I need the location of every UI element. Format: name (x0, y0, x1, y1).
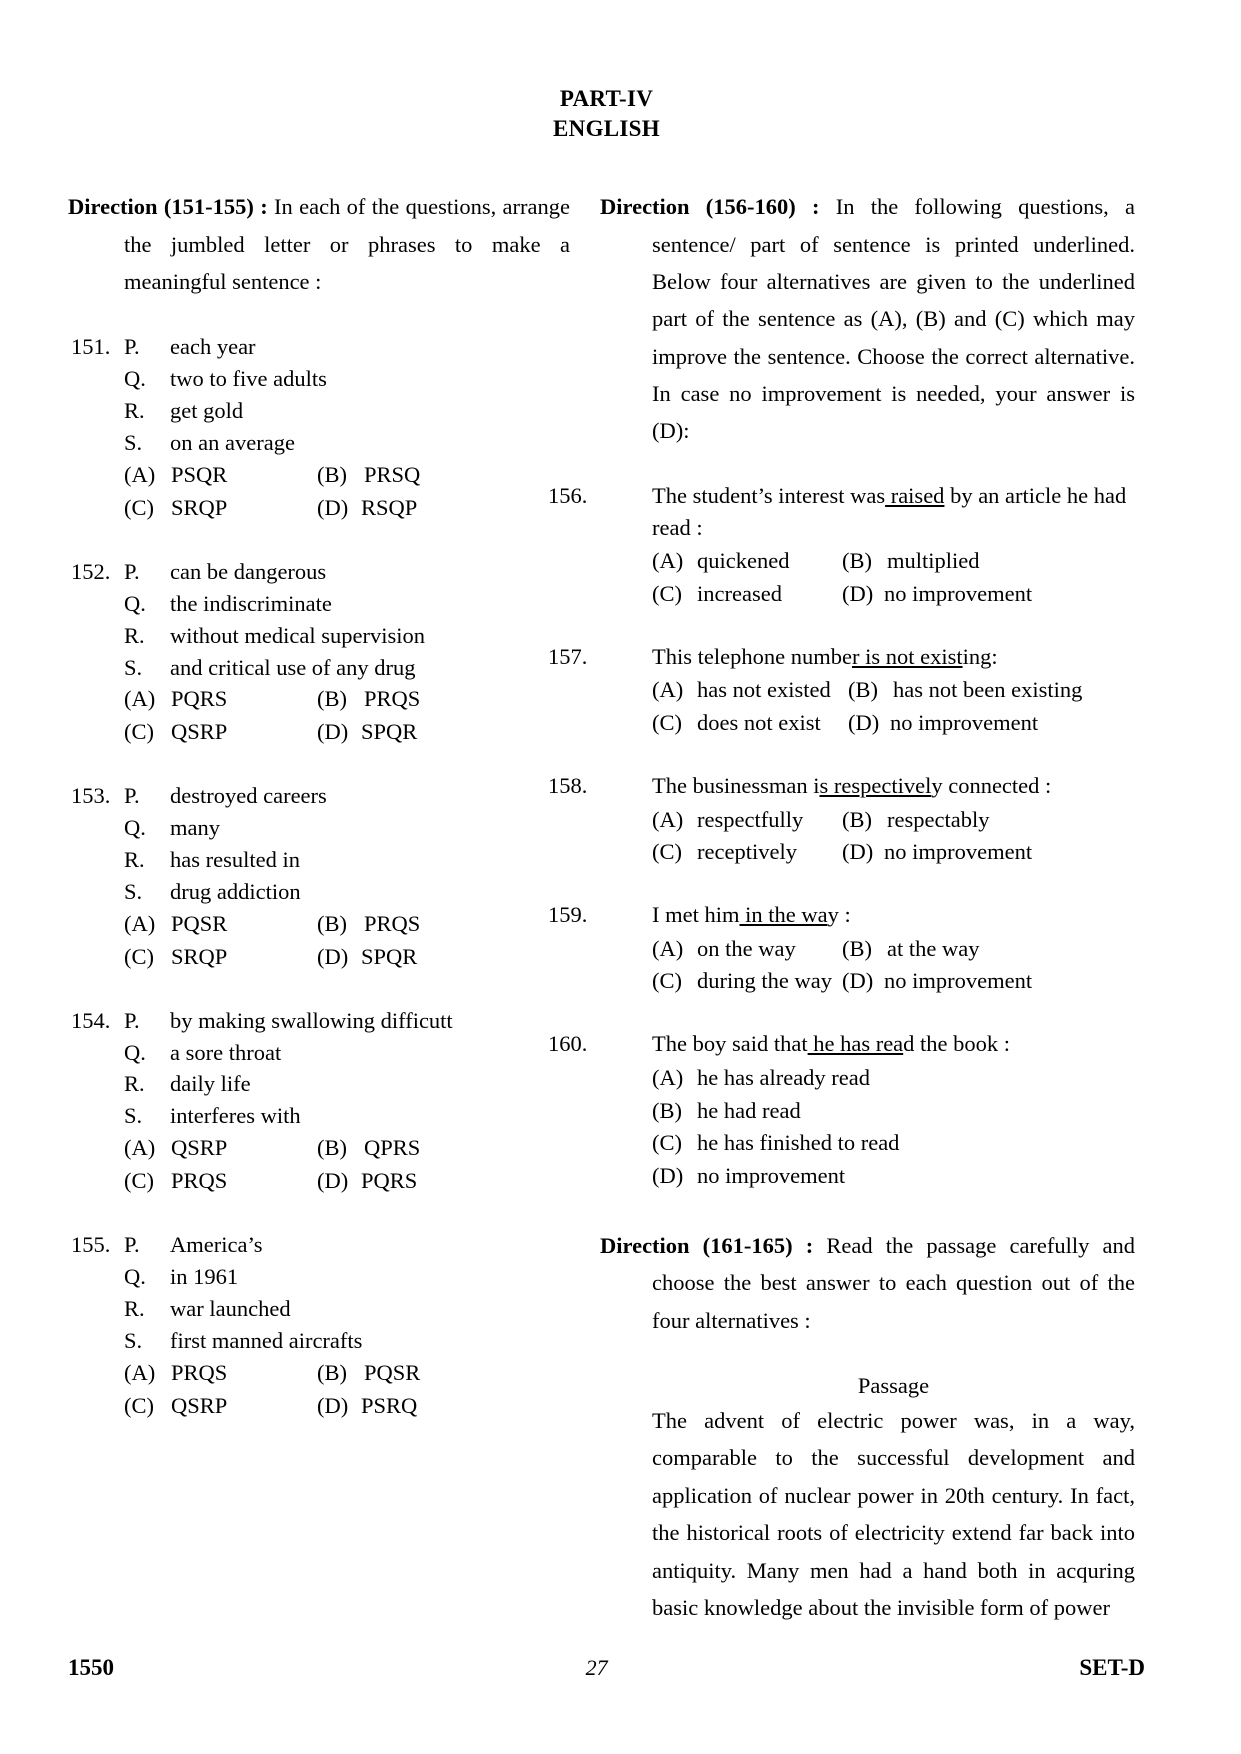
answer-option[interactable] (652, 674, 848, 707)
part-letter: Q. (124, 366, 146, 392)
jumble-part-row (68, 427, 570, 459)
question-number: 151. (71, 334, 111, 360)
answer-option[interactable] (652, 804, 842, 837)
jumble-part-row (68, 1229, 570, 1261)
passage-title: Passage (857, 1373, 930, 1399)
question-number: 159. (548, 902, 588, 928)
option-label: (D) (842, 839, 874, 865)
part-letter: P. (124, 1232, 140, 1257)
answer-option[interactable] (124, 1132, 317, 1165)
part-text: has resulted in (170, 847, 300, 872)
stem-underlined: r is not exist (851, 644, 963, 670)
question-stem (548, 480, 1135, 545)
question-stem (548, 1028, 1135, 1060)
option-label: (B) (317, 910, 347, 936)
option-label: (D) (317, 1168, 349, 1194)
option-label: (A) (124, 462, 156, 487)
part-letter: P. (124, 334, 140, 360)
option-label: (C) (124, 719, 154, 745)
option-label: (D) (842, 968, 874, 994)
part-letter: P. (124, 783, 140, 809)
part-text: many (170, 815, 220, 841)
option-value: QSRP (171, 719, 228, 745)
part-text: the indiscriminate (170, 590, 332, 616)
part-letter: P. (124, 1007, 140, 1033)
stem-after: ing: (962, 644, 998, 670)
jumble-part-row (68, 1005, 570, 1037)
improvement-question (548, 770, 1135, 869)
option-row (600, 707, 1135, 740)
option-label: (B) (842, 806, 872, 832)
answer-option[interactable] (317, 1165, 417, 1198)
stem-before: The boy said that (652, 1031, 808, 1057)
answer-option[interactable] (842, 965, 1032, 998)
direction-161-165-label: Direction (161-165) : (600, 1233, 814, 1259)
part-text: destroyed careers (170, 783, 327, 809)
jumble-part-row (68, 588, 570, 620)
answer-option[interactable] (652, 545, 842, 578)
option-label: (A) (124, 686, 156, 712)
option-value: respectably (887, 806, 990, 832)
jumble-part-row (68, 331, 570, 363)
answer-option[interactable] (124, 1390, 317, 1423)
option-label: (D) (317, 719, 349, 745)
part-letter: P. (124, 558, 140, 584)
part-letter: Q. (124, 590, 146, 616)
question-stem (548, 770, 1135, 802)
answer-option[interactable] (124, 1357, 317, 1390)
part-letter: R. (124, 847, 145, 872)
option-label: (C) (124, 494, 154, 520)
answer-option[interactable] (124, 459, 317, 492)
subject-title: ENGLISH (553, 116, 660, 142)
answer-option[interactable] (842, 545, 980, 578)
jumble-question (68, 780, 570, 973)
option-label: (B) (842, 548, 872, 574)
answer-option[interactable] (124, 683, 317, 716)
part-letter: R. (124, 398, 145, 424)
answer-option[interactable] (317, 908, 420, 941)
option-value: he has finished to read (697, 1130, 900, 1156)
option-label: (B) (317, 1135, 347, 1161)
question-number: 152. (71, 558, 111, 584)
page-heading (68, 84, 1145, 145)
option-value: multiplied (887, 548, 980, 574)
answer-option[interactable] (652, 1095, 1135, 1128)
option-value: no improvement (884, 968, 1033, 994)
option-group (600, 804, 1135, 870)
jumble-part-row (68, 1037, 570, 1069)
option-label: (D) (842, 581, 874, 607)
option-group (600, 674, 1135, 740)
option-value: PRQS (171, 1359, 228, 1385)
answer-option[interactable] (124, 716, 317, 749)
option-value: on the way (697, 935, 796, 961)
part-text: two to five adults (170, 366, 327, 392)
answer-option[interactable] (652, 965, 842, 998)
question-number: 160. (548, 1031, 588, 1057)
question-stem (548, 899, 1135, 931)
jumble-part-row (68, 1293, 570, 1325)
answer-option[interactable] (842, 933, 979, 966)
option-label: (C) (652, 839, 682, 865)
stem-before: The businessman i (652, 773, 820, 799)
jumble-question (68, 1229, 570, 1422)
option-label: (C) (124, 943, 154, 969)
part-text: interferes with (170, 1103, 301, 1129)
option-value: he has already read (697, 1064, 871, 1090)
question-number: 154. (71, 1007, 111, 1033)
part-text: can be dangerous (170, 558, 327, 584)
option-value: PRQS (364, 910, 421, 936)
option-value: SPQR (361, 719, 418, 745)
option-row (600, 965, 1135, 998)
direction-161-165-text: Read the passage carefully and choose the best answer to each question out of the four alternatives : (652, 1233, 1136, 1333)
answer-option[interactable] (848, 674, 1082, 707)
stem-after: y : (827, 902, 851, 928)
option-label: (C) (652, 710, 682, 736)
option-row (68, 908, 570, 941)
part-letter: S. (124, 654, 143, 680)
option-value: SPQR (361, 943, 418, 969)
left-column (68, 166, 578, 1423)
option-value: has not existed (697, 677, 831, 703)
option-value: PSQR (171, 462, 228, 487)
set-code: SET-D (1079, 1655, 1145, 1680)
option-group (600, 933, 1135, 999)
part-letter: R. (124, 622, 145, 648)
option-label: (A) (652, 677, 684, 703)
part-text: daily life (170, 1071, 251, 1097)
answer-option[interactable] (124, 1165, 317, 1198)
jumble-part-row (68, 363, 570, 395)
jumble-part-row (68, 844, 570, 876)
answer-option[interactable] (652, 707, 848, 740)
option-value: QPRS (364, 1135, 421, 1161)
option-value: at the way (887, 935, 980, 961)
part-text: by making swallowing difficutt (170, 1007, 453, 1033)
option-value: PQSR (364, 1359, 421, 1385)
jumble-part-row (68, 780, 570, 812)
answer-option[interactable] (124, 492, 317, 525)
option-value: respectfully (697, 806, 804, 832)
stem-underlined: he has rea (807, 1031, 904, 1057)
booklet-code: 1550 (68, 1655, 114, 1680)
jumble-question (68, 556, 570, 749)
two-column-body (68, 166, 1145, 1649)
option-label: (A) (652, 548, 684, 574)
part-letter: R. (124, 1295, 145, 1321)
improvement-question (548, 1028, 1135, 1193)
direction-161-165 (600, 1227, 1135, 1339)
option-value: no improvement (890, 710, 1039, 736)
option-value: SRQP (171, 943, 228, 969)
option-row (68, 1390, 570, 1423)
option-label: (A) (124, 1359, 156, 1385)
option-row (68, 459, 570, 492)
part-text: America’s (170, 1232, 263, 1257)
stem-underlined: in the wa (739, 902, 828, 928)
option-label: (C) (652, 1130, 682, 1156)
page-footer (68, 1655, 1145, 1681)
jumble-question (68, 1005, 570, 1198)
option-label: (D) (317, 494, 349, 520)
option-value: PSRQ (361, 1392, 418, 1418)
part-letter: R. (124, 1071, 145, 1097)
option-row (68, 1132, 570, 1165)
answer-option[interactable] (848, 707, 1038, 740)
jumble-question-list (68, 331, 570, 1422)
part-text: a sore throat (170, 1039, 282, 1065)
question-stem (548, 641, 1135, 673)
option-value: has not been existing (893, 677, 1083, 703)
answer-option[interactable] (652, 578, 842, 611)
option-row (68, 683, 570, 716)
stem-before: I met him (652, 902, 740, 928)
option-label: (A) (652, 935, 684, 961)
option-value: PQRS (171, 686, 228, 712)
option-value: no improvement (697, 1163, 846, 1189)
answer-option[interactable] (124, 908, 317, 941)
stem-after: d the book : (903, 1031, 1011, 1057)
option-label: (C) (124, 1392, 154, 1418)
answer-option[interactable] (317, 683, 420, 716)
part-text: drug addiction (170, 878, 301, 904)
answer-option[interactable] (842, 836, 1032, 869)
part-letter: S. (124, 430, 143, 456)
stem-underlined: s respectivel (819, 773, 932, 799)
part-letter: S. (124, 878, 143, 904)
option-row (600, 578, 1135, 611)
option-label: (A) (652, 1064, 684, 1090)
jumble-part-row (68, 876, 570, 908)
option-value: increased (697, 581, 782, 607)
improvement-question (548, 899, 1135, 998)
jumble-part-row (68, 556, 570, 588)
option-group (600, 545, 1135, 611)
option-value: RSQP (361, 494, 418, 520)
answer-option[interactable] (317, 716, 417, 749)
option-row (600, 933, 1135, 966)
jumble-part-row (68, 652, 570, 684)
direction-151-155-text: In each of the questions, arrange the jumbled letter or phrases to make a meaningful sentence : (124, 194, 571, 294)
option-value: PRQS (364, 686, 421, 712)
option-row (600, 804, 1135, 837)
part-text: get gold (170, 398, 244, 424)
stem-after: y connected : (931, 773, 1052, 799)
direction-151-155-label: Direction (151-155) : (68, 194, 268, 220)
option-row (68, 1357, 570, 1390)
option-value: PRSQ (364, 462, 421, 487)
option-stack (600, 1062, 1135, 1193)
answer-option[interactable] (317, 1132, 420, 1165)
part-letter: Q. (124, 1263, 146, 1289)
answer-option[interactable] (652, 1160, 1135, 1193)
part-text: without medical supervision (170, 622, 425, 648)
answer-option[interactable] (652, 1127, 1135, 1160)
passage-body: The advent of electric power was, in a way, comparable to the successful development and application of nuclear power in 20th century. In fact, the historical roots of electricity extend far back into antiquity. Many men had a hand both in acquring basic knowledge about the invisible form of power (652, 1408, 1135, 1620)
stem-before: The student’s interest was (652, 482, 886, 508)
option-value: he had read (697, 1097, 801, 1123)
part-text: first manned aircrafts (170, 1327, 363, 1353)
option-row (600, 836, 1135, 869)
right-column (548, 166, 1136, 1649)
option-label: (B) (317, 1359, 347, 1385)
direction-156-160-label: Direction (156-160) : (600, 194, 820, 220)
option-row (68, 716, 570, 749)
option-label: (D) (317, 943, 349, 969)
option-row (68, 941, 570, 974)
option-value: QSRP (171, 1135, 228, 1161)
option-value: during the way (697, 968, 832, 994)
option-row (68, 492, 570, 525)
answer-option[interactable] (842, 804, 989, 837)
option-value: PQSR (171, 910, 228, 936)
option-value: SRQP (171, 494, 228, 520)
option-label: (D) (317, 1392, 349, 1418)
option-label: (C) (124, 1168, 154, 1194)
part-title: PART-IV (559, 86, 654, 111)
option-label: (C) (652, 968, 682, 994)
improvement-question (548, 480, 1135, 611)
jumble-part-row (68, 1261, 570, 1293)
option-row (600, 545, 1135, 578)
stem-after: by an article he had read : (652, 482, 1127, 541)
option-label: (B) (317, 686, 347, 712)
part-text: in 1961 (170, 1263, 239, 1289)
improvement-question-list (548, 480, 1135, 1193)
question-number: 157. (548, 644, 588, 670)
part-letter: S. (124, 1103, 143, 1129)
option-group (600, 1062, 1135, 1193)
option-label: (B) (842, 935, 872, 961)
option-label: (C) (652, 581, 682, 607)
page-number: 27 (585, 1655, 608, 1680)
option-row (600, 674, 1135, 707)
direction-156-160-text: In the following questions, a sentence/ part of sentence is printed underlined. Below four alternatives are given to the underlined part of the sentence as (A), (B) and (C) which may improve the sentence. Choose the correct alternative. In case no improvement is needed, your answer is (D): (652, 194, 1135, 444)
option-label: (D) (848, 710, 880, 736)
answer-option[interactable] (652, 933, 842, 966)
part-letter: Q. (124, 815, 146, 841)
answer-option[interactable] (317, 459, 420, 492)
option-label: (D) (652, 1163, 684, 1189)
part-text: war launched (170, 1295, 291, 1321)
question-number: 153. (71, 783, 111, 809)
direction-151-155 (68, 188, 570, 300)
answer-option[interactable] (317, 1390, 417, 1423)
option-label: (B) (652, 1097, 682, 1123)
jumble-part-row (68, 395, 570, 427)
option-value: quickened (697, 548, 790, 574)
option-value: receptively (697, 839, 797, 865)
jumble-part-row (68, 812, 570, 844)
answer-option[interactable] (652, 1062, 1135, 1095)
option-row (68, 1165, 570, 1198)
question-number: 156. (548, 482, 588, 508)
answer-option[interactable] (317, 492, 417, 525)
jumble-part-row (68, 1100, 570, 1132)
answer-option[interactable] (317, 1357, 420, 1390)
direction-156-160 (600, 188, 1135, 449)
option-label: (B) (848, 677, 878, 703)
answer-option[interactable] (652, 836, 842, 869)
part-text: each year (170, 334, 256, 360)
answer-option[interactable] (842, 578, 1032, 611)
stem-before: This telephone numbe (652, 644, 852, 670)
option-label: (B) (317, 462, 347, 487)
answer-option[interactable] (124, 941, 317, 974)
jumble-part-row (68, 1068, 570, 1100)
option-value: no improvement (884, 839, 1033, 865)
part-letter: Q. (124, 1039, 146, 1065)
improvement-question (548, 641, 1135, 740)
option-value: does not exist (697, 710, 821, 736)
part-letter: S. (124, 1327, 143, 1353)
option-label: (A) (652, 806, 684, 832)
jumble-part-row (68, 1325, 570, 1357)
stem-underlined: raised (885, 482, 945, 508)
option-value: no improvement (884, 581, 1033, 607)
option-label: (A) (124, 910, 156, 936)
part-text: and critical use of any drug (170, 654, 416, 680)
option-value: PRQS (171, 1168, 228, 1194)
answer-option[interactable] (317, 941, 417, 974)
option-value: QSRP (171, 1392, 228, 1418)
part-text: on an average (170, 430, 295, 456)
jumble-question (68, 331, 570, 524)
option-label: (A) (124, 1135, 156, 1161)
question-number: 158. (548, 773, 588, 799)
option-value: PQRS (361, 1168, 418, 1194)
question-number: 155. (71, 1232, 111, 1257)
jumble-part-row (68, 620, 570, 652)
